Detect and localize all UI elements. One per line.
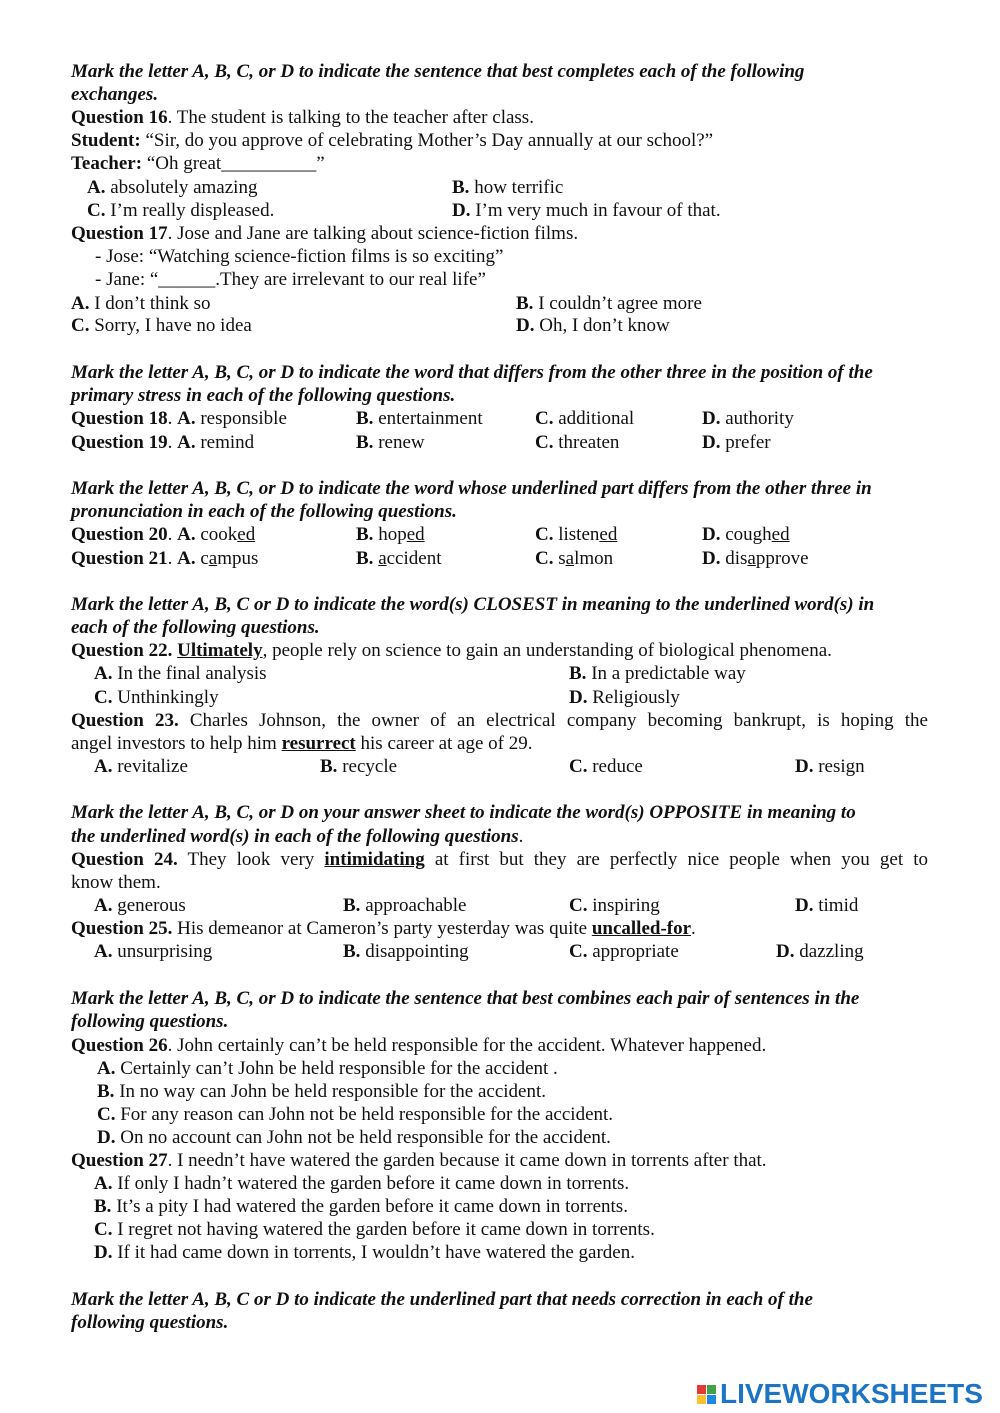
logo-square [697, 1395, 706, 1404]
question-23-options-row [71, 755, 931, 778]
question-26-stem: Question 26. John certainly can’t be held responsible for the accident. Whatever happened. [71, 1035, 767, 1056]
section-instruction: pronunciation in each of the following questions. [71, 501, 457, 522]
option-c[interactable]: C. inspiring [569, 895, 660, 916]
question-24-stem-cont: know them. [71, 872, 161, 893]
option-b[interactable]: B. entertainment [356, 408, 483, 429]
option-d[interactable]: D. authority [702, 408, 794, 429]
option-d[interactable]: D. Oh, I don’t know [516, 315, 670, 336]
underlined-keyword: intimidating [324, 849, 425, 870]
option-d[interactable]: D. dazzling [776, 941, 864, 962]
question-17-stem: Question 17. Jose and Jane are talking about science-fiction films. [71, 223, 579, 244]
option-b[interactable]: B. accident [356, 548, 442, 569]
section-instruction: Mark the letter A, B, C, or D to indicate the sentence that best combines each pair of sentences in the [71, 988, 860, 1009]
option-c[interactable]: C. additional [535, 408, 635, 429]
option-a[interactable]: A. cooked [177, 524, 256, 545]
option-a[interactable]: A. In the final analysis [94, 663, 267, 684]
section-instruction: Mark the letter A, B, C, or D to indicate the word whose underlined part differs from the other three in [71, 478, 872, 499]
question-17-options-row [71, 314, 931, 337]
option-b[interactable]: B. In a predictable way [569, 663, 746, 684]
question-22-options-row [71, 662, 931, 685]
option-b[interactable]: B. It’s a pity I had watered the garden before it came down in torrents. [94, 1196, 628, 1217]
section-instruction: Mark the letter A, B, C or D to indicate the word(s) CLOSEST in meaning to the underlined word(s) in [71, 594, 875, 615]
question-25-stem: Question 25. His demeanor at Cameron’s party yesterday was quite uncalled-for. [71, 918, 696, 939]
section-instruction: following questions. [71, 1011, 229, 1032]
option-a[interactable]: A. Certainly can’t John be held responsible for the accident . [97, 1058, 558, 1079]
option-b[interactable]: B. renew [356, 432, 425, 453]
section-instruction: Mark the letter A, B, C, or D on your answer sheet to indicate the word(s) OPPOSITE in meaning to [71, 802, 856, 823]
question-17-jose: - Jose: “Watching science-fiction films is so exciting” [95, 246, 504, 267]
option-c[interactable]: C. threaten [535, 432, 620, 453]
question-number: Question 21 [71, 548, 168, 569]
question-number: Question 19 [71, 432, 168, 453]
option-c[interactable]: C. reduce [569, 756, 643, 777]
question-18-row: Question 18. A. responsible B. entertainment C. additional D. authority [71, 408, 794, 429]
option-c[interactable]: C. I’m really displeased. [87, 200, 275, 221]
section-instruction: primary stress in each of the following questions. [71, 385, 456, 406]
question-number: Question 18 [71, 408, 168, 429]
question-24-stem: Question 24. They look very intimidating at first but they are perfectly nice people when you get to [71, 849, 928, 870]
option-a[interactable]: A. revitalize [94, 756, 188, 777]
option-a[interactable]: A. campus [177, 548, 259, 569]
option-b[interactable]: B. disappointing [343, 941, 469, 962]
option-c[interactable]: C. listened [535, 524, 618, 545]
question-16-student: Student: “Sir, do you approve of celebrating Mother’s Day annually at our school?” [71, 130, 714, 151]
option-d[interactable]: D. I’m very much in favour of that. [452, 200, 721, 221]
option-a[interactable]: A. I don’t think so [71, 293, 211, 314]
option-d[interactable]: D. resign [795, 756, 865, 777]
option-d[interactable]: D. coughed [702, 524, 790, 545]
logo-mark-icon [697, 1385, 716, 1404]
section-instruction: Mark the letter A, B, C, or D to indicate the word that differs from the other three in the position of the [71, 362, 873, 383]
question-17-options-row [71, 292, 931, 315]
underlined-keyword: uncalled-for [591, 918, 692, 939]
option-a[interactable]: A. generous [94, 895, 186, 916]
question-20-row: Question 20. A. cooked B. hoped C. listened D. coughed [71, 524, 790, 545]
option-d[interactable]: D. timid [795, 895, 859, 916]
question-23-stem: Question 23. Charles Johnson, the owner of an electrical company becoming bankrupt, is hoping the [71, 710, 928, 731]
option-b[interactable]: B. hoped [356, 524, 425, 545]
question-21-row: Question 21. A. campus B. accident C. salmon D. disapprove [71, 548, 809, 569]
logo-square [707, 1385, 716, 1394]
option-b[interactable]: B. recycle [320, 756, 398, 777]
option-b[interactable]: B. In no way can John be held responsible for the accident. [97, 1081, 547, 1102]
logo-square [697, 1385, 706, 1394]
option-d[interactable]: D. Religiously [569, 687, 680, 708]
question-17-jane: - Jane: “______.They are irrelevant to our real life” [95, 269, 486, 290]
question-number: Question 20 [71, 524, 168, 545]
logo-text: LIVEWORKSHEETS [720, 1378, 983, 1409]
option-d[interactable]: D. On no account can John not be held responsible for the accident. [97, 1127, 611, 1148]
option-c[interactable]: C. appropriate [569, 941, 679, 962]
option-c[interactable]: C. Sorry, I have no idea [71, 315, 252, 336]
option-d[interactable]: D. If it had came down in torrents, I wouldn’t have watered the garden. [94, 1242, 635, 1263]
section-instruction: Mark the letter A, B, C or D to indicate the underlined part that needs correction in each of the [71, 1289, 813, 1310]
question-16-options-row [71, 199, 931, 222]
section-instruction: Mark the letter A, B, C, or D to indicate the sentence that best completes each of the following [71, 61, 805, 82]
option-a[interactable]: A. absolutely amazing [87, 177, 258, 198]
option-d[interactable]: D. prefer [702, 432, 771, 453]
option-d[interactable]: D. disapprove [702, 548, 809, 569]
question-16-stem: Question 16. The student is talking to the teacher after class. [71, 107, 534, 128]
option-a[interactable]: A. unsurprising [94, 941, 213, 962]
option-a[interactable]: A. If only I hadn’t watered the garden before it came down in torrents. [94, 1173, 630, 1194]
section-instruction: following questions. [71, 1312, 229, 1333]
liveworksheets-logo[interactable] [697, 1379, 983, 1409]
section-instruction: the underlined word(s) in each of the following questions. [71, 826, 524, 847]
option-b[interactable]: B. I couldn’t agree more [516, 293, 702, 314]
underlined-keyword: resurrect [281, 733, 356, 754]
question-24-options-row [71, 894, 931, 917]
option-c[interactable]: C. salmon [535, 548, 614, 569]
logo-square [707, 1395, 716, 1404]
question-27-stem: Question 27. I needn’t have watered the garden because it came down in torrents after that. [71, 1150, 767, 1171]
question-16-teacher: Teacher: “Oh great__________” [71, 153, 325, 174]
option-c[interactable]: C. I regret not having watered the garden before it came down in torrents. [94, 1219, 655, 1240]
option-b[interactable]: B. approachable [343, 895, 467, 916]
option-a[interactable]: A. responsible [177, 408, 287, 429]
question-22-stem: Question 22. Ultimately, people rely on science to gain an understanding of biological phenomena. [71, 640, 832, 661]
question-25-options-row [71, 940, 931, 963]
option-b[interactable]: B. how terrific [452, 177, 564, 198]
option-c[interactable]: C. For any reason can John not be held responsible for the accident. [97, 1104, 614, 1125]
section-instruction: exchanges. [71, 84, 159, 105]
option-c[interactable]: C. Unthinkingly [94, 687, 219, 708]
question-23-stem-cont: angel investors to help him resurrect his career at age of 29. [71, 733, 533, 754]
section-instruction: each of the following questions. [71, 617, 320, 638]
question-19-row: Question 19. A. remind B. renew C. threaten D. prefer [71, 432, 771, 453]
option-a[interactable]: A. remind [177, 432, 255, 453]
underlined-keyword: Ultimately [177, 640, 263, 661]
question-22-options-row [71, 686, 931, 709]
question-16-options-row [71, 176, 931, 199]
